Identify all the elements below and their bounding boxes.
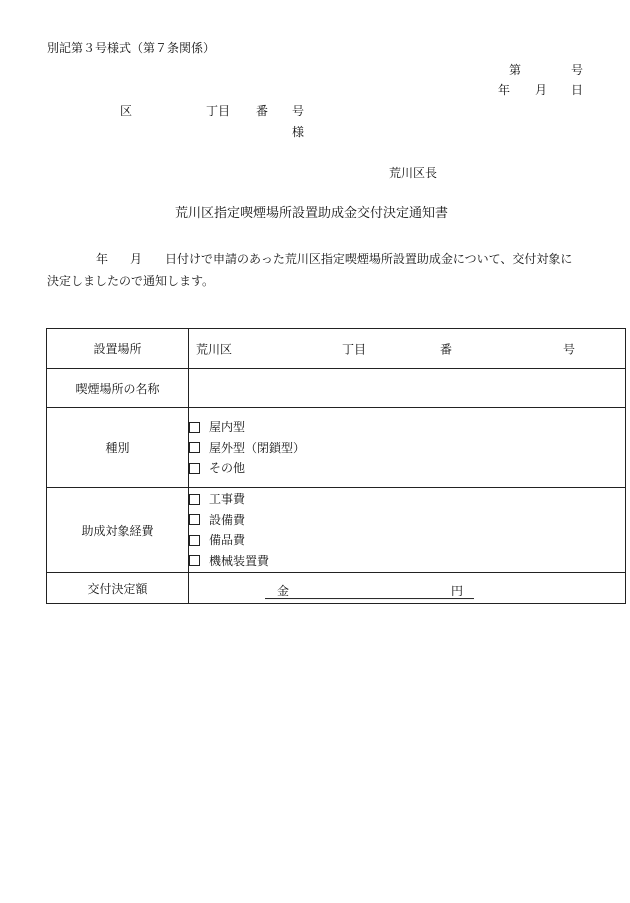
- table-row: [47, 369, 626, 408]
- issuer-name: 荒川区長: [389, 166, 438, 180]
- amount-kin: 金: [277, 584, 290, 599]
- date-year: 年: [498, 83, 511, 97]
- expenses-options: [189, 488, 626, 573]
- checkbox-icon[interactable]: [189, 555, 200, 566]
- location-label: 設置場所: [47, 329, 189, 369]
- notice-month: 月: [130, 252, 143, 266]
- addressee-ban: 番: [256, 104, 269, 118]
- document-title: 荒川区指定喫煙場所設置助成金交付決定通知書: [175, 206, 449, 221]
- application-table: [46, 328, 626, 604]
- location-ban: 番: [440, 342, 453, 356]
- checkbox-icon[interactable]: [189, 535, 200, 546]
- notice-text: 日付けで申請のあった荒川区指定喫煙場所設置助成金について、交付対象に: [165, 252, 573, 266]
- type-option-indoor[interactable]: 屋内型: [189, 417, 625, 438]
- amount-value: [189, 573, 626, 604]
- table-row: [47, 488, 626, 573]
- location-ku: 荒川区: [196, 342, 233, 356]
- expense-option-equipment[interactable]: 設備費: [189, 510, 625, 531]
- checkbox-icon[interactable]: [189, 514, 200, 525]
- doc-number-dai: 第: [509, 63, 522, 77]
- addressee-go: 号: [292, 104, 305, 118]
- notice-year: 年: [96, 252, 109, 266]
- expenses-label: 助成対象経費: [47, 488, 189, 573]
- location-chome: 丁目: [342, 342, 367, 356]
- notice-line-1: [47, 248, 587, 270]
- type-options: [189, 408, 626, 488]
- addressee-sama: 様: [292, 125, 305, 139]
- table-row: [47, 573, 626, 604]
- location-go: 号: [563, 342, 576, 356]
- checkbox-icon[interactable]: [189, 494, 200, 505]
- checkbox-icon[interactable]: [189, 422, 200, 433]
- place-name-label: 喫煙場所の名称: [47, 369, 189, 408]
- type-option-other[interactable]: その他: [189, 458, 625, 479]
- doc-number-go: 号: [571, 63, 584, 77]
- amount-field[interactable]: [265, 582, 474, 599]
- expense-option-machinery[interactable]: 機械装置費: [189, 551, 625, 572]
- addressee-ku: 区: [120, 104, 133, 118]
- date-month: 月: [535, 83, 548, 97]
- table-row: [47, 329, 626, 369]
- form-note: 別記第３号様式（第７条関係）: [47, 41, 216, 55]
- notice-paragraph: [47, 248, 587, 292]
- table-row: [47, 408, 626, 488]
- location-value: [189, 329, 626, 369]
- expense-option-fixtures[interactable]: 備品費: [189, 530, 625, 551]
- type-label: 種別: [47, 408, 189, 488]
- amount-en: 円: [451, 584, 464, 599]
- amount-label: 交付決定額: [47, 573, 189, 604]
- addressee-chome: 丁目: [206, 104, 231, 118]
- place-name-value[interactable]: [189, 369, 626, 408]
- expense-option-construction[interactable]: 工事費: [189, 489, 625, 510]
- checkbox-icon[interactable]: [189, 442, 200, 453]
- date-day: 日: [571, 83, 584, 97]
- notice-line-2: 決定しましたので通知します。: [47, 274, 215, 288]
- checkbox-icon[interactable]: [189, 463, 200, 474]
- type-option-outdoor[interactable]: 屋外型（閉鎖型）: [189, 437, 625, 458]
